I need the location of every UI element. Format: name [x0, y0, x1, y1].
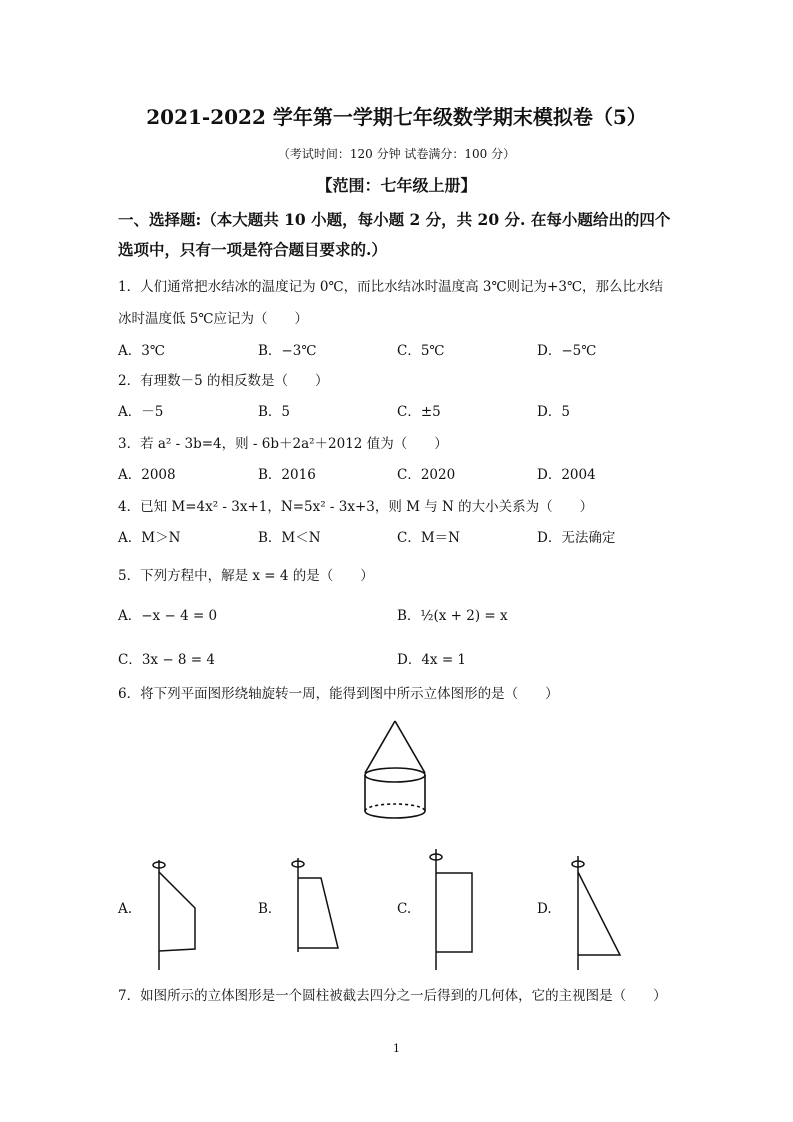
q6-option-c: C. [397, 901, 412, 917]
q3-option-a: A．2008 [118, 467, 176, 483]
q6-shape-b [285, 852, 345, 972]
q5-option-d: D．4x = 1 [397, 652, 467, 668]
q3-option-b: B．2016 [258, 467, 316, 483]
q2-option-a: A．－5 [118, 404, 164, 420]
q6-shape-a [145, 852, 205, 972]
range-heading: 【范围：七年级上册】 [316, 176, 477, 195]
cone-cylinder-figure [355, 718, 435, 823]
q3-option-c: C．2020 [397, 467, 456, 483]
question-1-cont: 冰时温度低 5℃应记为（ ） [118, 311, 308, 327]
q1-option-c: C．5℃ [397, 343, 445, 359]
q4-option-d: D．无法确定 [537, 530, 616, 546]
exam-info: （考试时间：120 分钟 试卷满分：100 分） [277, 147, 516, 161]
q5-option-b: B．½(x + 2) = x [397, 608, 508, 624]
q4-option-a: A．M＞N [118, 530, 181, 546]
q6-option-a: A. [118, 901, 133, 917]
page-title: 2021-2022 学年第一学期七年级数学期末模拟卷（5） [146, 105, 647, 129]
q5-option-a: A．−x − 4 = 0 [118, 608, 218, 624]
q3-option-d: D．2004 [537, 467, 596, 483]
question-6: 6．将下列平面图形绕轴旋转一周，能得到图中所示立体图形的是（ ） [118, 686, 559, 702]
q1-option-a: A．3℃ [118, 343, 165, 359]
section-heading: 一、选择题:（本大题共 10 小题，每小题 2 分，共 20 分. 在每小题给出的四个 [118, 210, 671, 229]
question-7: 7．如图所示的立体图形是一个圆柱被截去四分之一后得到的几何体，它的主视图是（ ） [118, 988, 667, 1004]
q6-option-b: B． [258, 901, 282, 917]
q1-option-d: D．−5℃ [537, 343, 597, 359]
page-number: 1 [393, 1042, 400, 1055]
q5-option-c: C．3x − 8 = 4 [118, 652, 215, 668]
q2-option-b: B．5 [258, 404, 291, 420]
question-5: 5．下列方程中，解是 x = 4 的是（ ） [118, 568, 374, 584]
q2-option-c: C．±5 [397, 404, 441, 420]
q6-shape-d [565, 852, 625, 972]
q4-option-c: C．M＝N [397, 530, 460, 546]
q1-option-b: B．−3℃ [258, 343, 317, 359]
question-4: 4．已知 M=4x² - 3x+1，N=5x² - 3x+3，则 M 与 N 的大小关系为（ ） [118, 499, 594, 515]
q2-option-d: D．5 [537, 404, 570, 420]
q6-shape-c [423, 845, 483, 973]
question-3: 3．若 a² - 3b=4，则 - 6b＋2a²＋2012 值为（ ） [118, 436, 448, 452]
question-1: 1．人们通常把水结冰的温度记为 0℃，而比水结冰时温度高 3℃则记为+3℃，那么比水结 [118, 279, 664, 295]
q6-option-d: D. [537, 901, 552, 917]
question-2: 2．有理数－5 的相反数是（ ） [118, 373, 329, 389]
section-heading-cont: 选项中，只有一项是符合题目要求的.） [118, 240, 387, 259]
q4-option-b: B．M＜N [258, 530, 321, 546]
